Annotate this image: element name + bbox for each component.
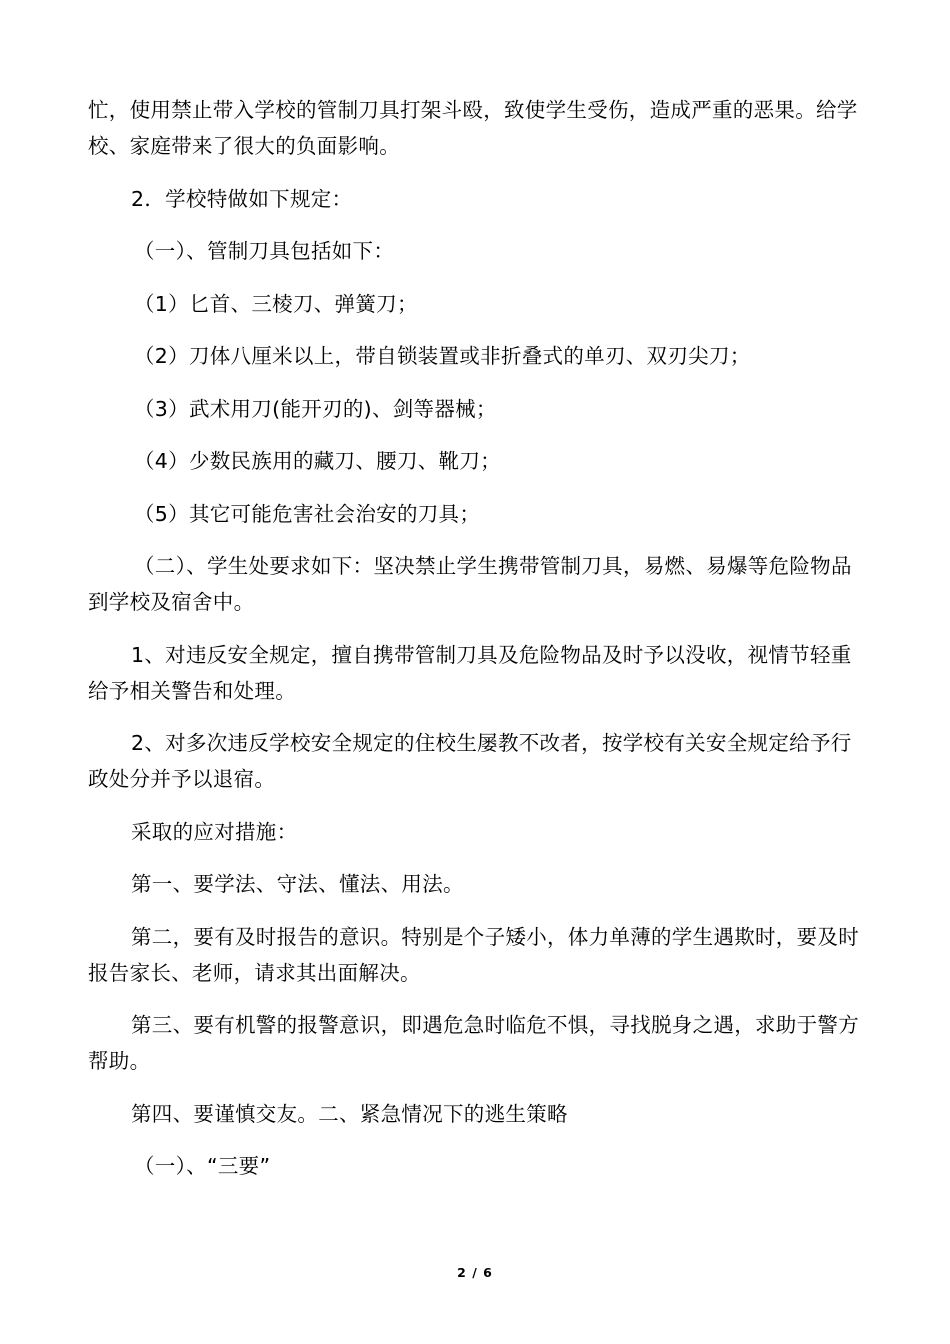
paragraph-three-musts: （一）、“三要” xyxy=(134,1154,271,1178)
paragraph-item-1: （1）匕首、三棱刀、弹簧刀； xyxy=(134,291,418,316)
paragraph-item-4: （4）少数民族用的藏刀、腰刀、靴刀； xyxy=(134,449,501,473)
document-body xyxy=(88,92,860,1201)
paragraph-section-two: （二）、学生处要求如下：坚决禁止学生携带管制刀具，易燃、易爆等危险物品到学校及宿舍中。 xyxy=(88,554,852,614)
paragraph-continuation: 忙，使用禁止带入学校的管制刀具打架斗殴，致使学生受伤，造成严重的恶果。给学校、家庭带来了很大的负面影响。 xyxy=(88,98,858,158)
page-number: 2 / 6 xyxy=(457,1265,493,1280)
paragraph-rule-heading: 2．学校特做如下规定： xyxy=(131,186,353,211)
paragraph-section-one: （一）、管制刀具包括如下： xyxy=(134,239,395,263)
paragraph-rule-1: 1、对违反安全规定，擅自携带管制刀具及危险物品及时予以没收，视情节轻重给予相关警告和处理。 xyxy=(88,642,852,703)
paragraph-measure-3: 第三、要有机警的报警意识，即遇危急时临危不惧，寻找脱身之遇，求助于警方帮助。 xyxy=(88,1013,859,1073)
paragraph-measure-4: 第四、要谨慎交友。二、紧急情况下的逃生策略 xyxy=(131,1101,568,1126)
paragraph-item-2: （2）刀体八厘米以上，带自锁装置或非折叠式的单刃、双刃尖刀； xyxy=(134,344,751,368)
paragraph-measure-2: 第二，要有及时报告的意识。特别是个子矮小，体力单薄的学生遇欺时，要及时报告家长、老师，请求其出面解决。 xyxy=(88,924,859,985)
paragraph-item-5: （5）其它可能危害社会治安的刀具； xyxy=(134,501,481,526)
paragraph-rule-2: 2、对多次违反学校安全规定的住校生屡教不改者，按学校有关安全规定给予行政处分并予以退宿。 xyxy=(88,731,852,791)
paragraph-measure-1: 第一、要学法、守法、懂法、用法。 xyxy=(131,872,464,896)
paragraph-measures-heading: 采取的应对措施： xyxy=(131,819,298,844)
paragraph-item-3: （3）武术用刀(能开刃的)、剑等器械； xyxy=(134,396,497,421)
